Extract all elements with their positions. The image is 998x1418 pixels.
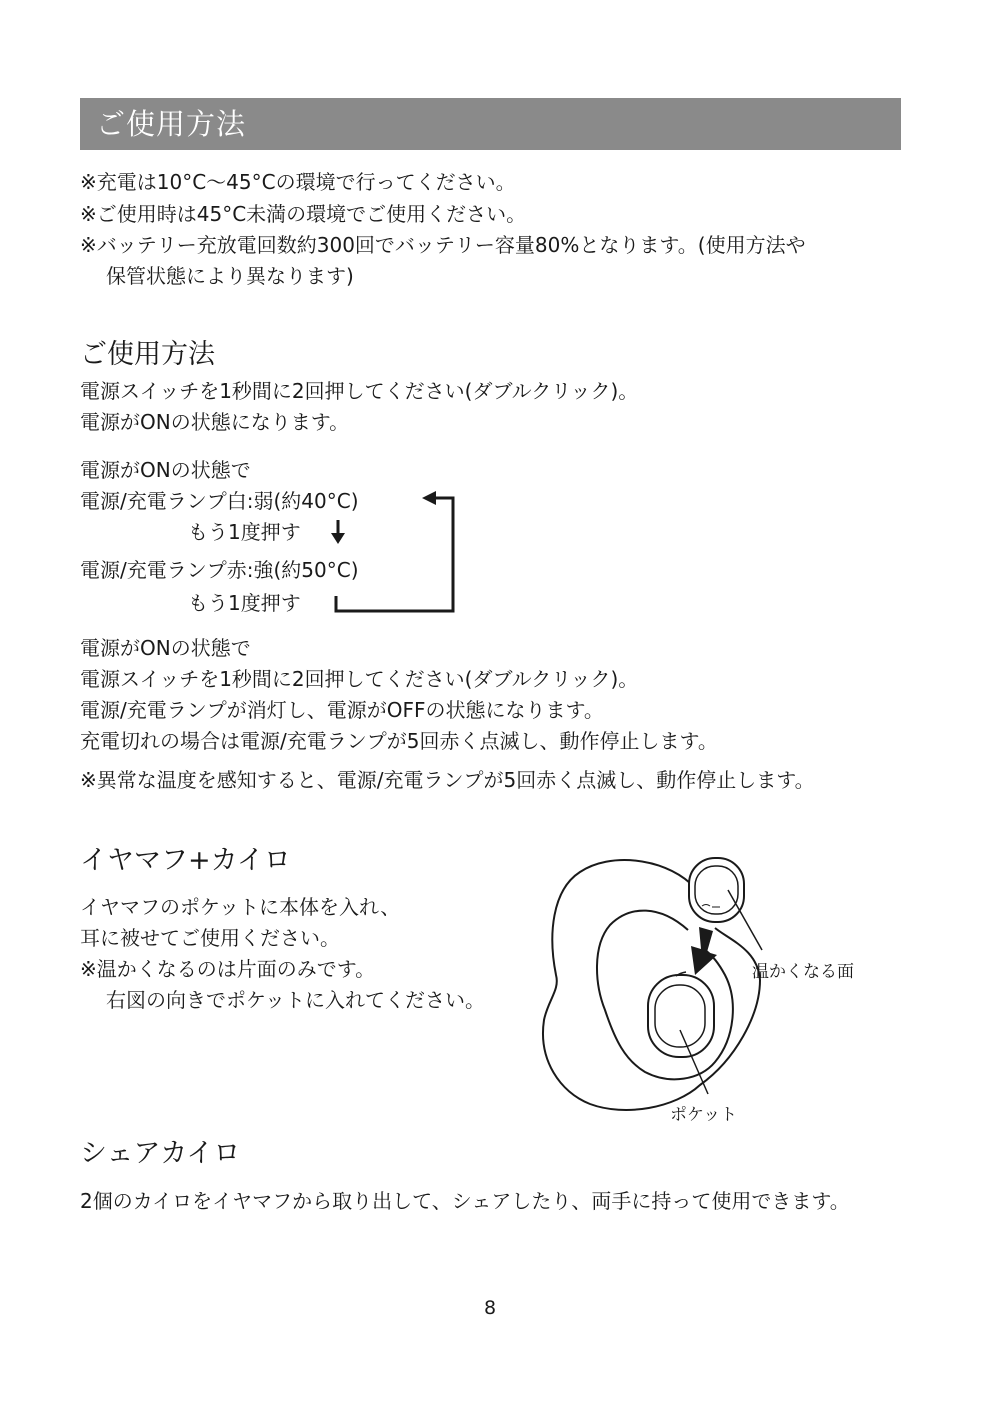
usage-intro-1: 電源スイッチを1秒間に2回押してください(ダブルクリック)。 bbox=[80, 379, 639, 403]
usage-intro-2: 電源がONの状態になります。 bbox=[80, 410, 350, 434]
earmuff-line-4: 右図の向きでポケットに入れてください。 bbox=[106, 988, 485, 1012]
note-usage-temp: ※ご使用時は45°C未満の環境でご使用ください。 bbox=[80, 202, 527, 226]
share-heading: シェアカイロ bbox=[80, 1138, 241, 1169]
strong-mode-line: 電源/充電ランプ赤:強(約50°C) bbox=[80, 558, 359, 582]
earmuff-line-3: ※温かくなるのは片面のみです。 bbox=[80, 957, 376, 981]
abnormal-temp-warning: ※異常な温度を感知すると、電源/充電ランプが5回赤く点滅し、動作停止します。 bbox=[80, 768, 815, 792]
weak-mode-line: 電源/充電ランプ白:弱(約40°C) bbox=[80, 489, 359, 513]
earmuff-line-2: 耳に被せてご使用ください。 bbox=[80, 926, 340, 950]
press-again-label-1: もう1度押す bbox=[188, 520, 301, 544]
usage-heading: ご使用方法 bbox=[80, 339, 215, 370]
note-battery-cycles: ※バッテリー充放電回数約300回でバッテリー容量80%となります。(使用方法や bbox=[80, 233, 806, 257]
earmuff-line-1: イヤマフのポケットに本体を入れ、 bbox=[80, 895, 401, 919]
off-result: 電源/充電ランプが消灯し、電源がOFFの状態になります。 bbox=[80, 698, 604, 722]
pocket-icon bbox=[648, 972, 714, 1057]
off-instruction: 電源スイッチを1秒間に2回押してください(ダブルクリック)。 bbox=[80, 667, 639, 691]
label-warm-face: 温かくなる面 bbox=[752, 962, 854, 982]
low-battery-note: 充電切れの場合は電源/充電ランプが5回赤く点滅し、動作停止します。 bbox=[80, 729, 718, 753]
heat-pack-icon bbox=[689, 858, 744, 922]
banner-title: ご使用方法 bbox=[96, 107, 247, 141]
cycle-header: 電源がONの状態で bbox=[80, 458, 251, 482]
insert-arrow-icon bbox=[691, 927, 717, 975]
share-text: 2個のカイロをイヤマフから取り出して、シェアしたり、両手に持って使用できます。 bbox=[80, 1189, 850, 1213]
label-pocket: ポケット bbox=[670, 1105, 738, 1125]
note-battery-cycles-cont: 保管状態により異なります) bbox=[106, 264, 354, 288]
earmuff-heading: イヤマフ+カイロ bbox=[80, 845, 291, 876]
note-charging-temp: ※充電は10°C～45°Cの環境で行ってください。 bbox=[80, 170, 516, 194]
press-again-label-2: もう1度押す bbox=[188, 591, 301, 615]
page-number: 8 bbox=[484, 1297, 497, 1319]
off-header: 電源がONの状態で bbox=[80, 636, 251, 660]
